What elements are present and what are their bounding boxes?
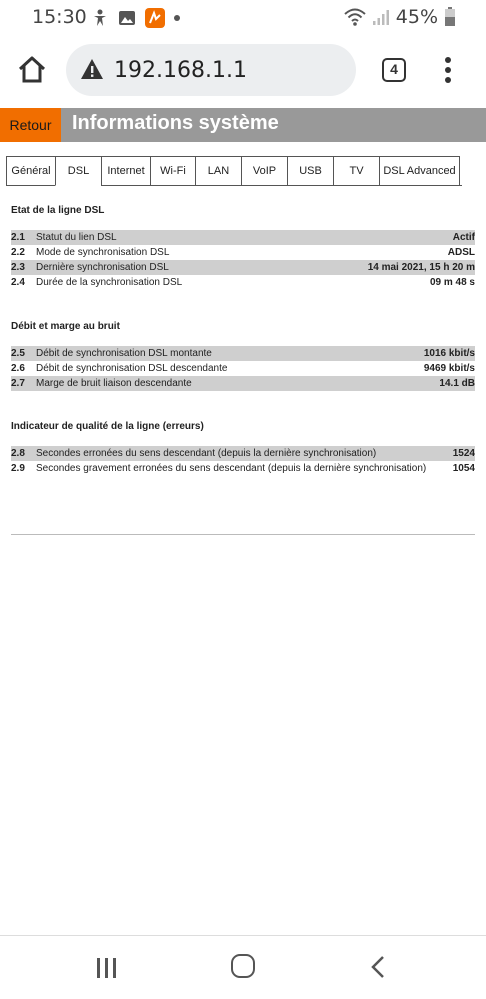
tab-wifi[interactable]: Wi-Fi — [150, 156, 196, 186]
url-text[interactable]: 192.168.1.1 — [114, 58, 247, 83]
wifi-icon — [344, 7, 366, 27]
table-row — [11, 275, 475, 290]
browser-toolbar — [0, 40, 486, 102]
row-label: Durée de la synchronisation DSL — [36, 277, 183, 288]
tab-bar — [6, 156, 462, 186]
system-nav-bar — [0, 935, 486, 999]
row-label: Débit de synchronisation DSL descendante — [36, 363, 228, 374]
table-row — [11, 230, 475, 245]
table-row — [11, 260, 475, 275]
row-value: 9469 kbit/s — [423, 363, 475, 374]
back-arrow-icon[interactable] — [368, 954, 388, 980]
section-title: Indicateur de qualité de la ligne (erreurs) — [11, 421, 204, 432]
tab-internet[interactable]: Internet — [101, 156, 151, 186]
more-notifications-icon — [173, 14, 181, 22]
accessibility-icon — [90, 8, 110, 28]
notification-icons — [90, 7, 181, 29]
menu-dot-icon — [445, 77, 451, 83]
row-value: Actif — [452, 232, 475, 243]
tab-usb[interactable]: USB — [287, 156, 334, 186]
page-title: Informations système — [72, 112, 279, 134]
row-value: 1016 kbit/s — [423, 348, 475, 359]
tab-lan[interactable]: LAN — [195, 156, 242, 186]
table-row — [11, 446, 475, 461]
app-notification-icon — [144, 7, 166, 29]
address-bar[interactable] — [66, 44, 356, 96]
divider — [11, 534, 475, 535]
row-label: Débit de synchronisation DSL montante — [36, 348, 212, 359]
table-row — [11, 461, 475, 476]
recent-apps-icon — [97, 958, 100, 978]
row-number: 2.7 — [11, 378, 25, 389]
row-value: 1524 — [452, 448, 475, 459]
browser-menu-button[interactable] — [444, 57, 452, 83]
row-value: ADSL — [447, 247, 475, 258]
row-number: 2.3 — [11, 262, 25, 273]
recent-apps-icon — [113, 958, 116, 978]
warning-icon[interactable] — [80, 58, 104, 80]
status-bar — [0, 0, 486, 34]
table-row — [11, 361, 475, 376]
section-title: Etat de la ligne DSL — [11, 205, 105, 216]
section-rows — [11, 230, 475, 290]
row-label: Mode de synchronisation DSL — [36, 247, 170, 258]
system-icons — [344, 6, 456, 28]
row-value: 14.1 dB — [439, 378, 475, 389]
menu-dot-icon — [445, 57, 451, 63]
section-rows — [11, 446, 475, 476]
battery-icon — [444, 7, 456, 27]
table-row — [11, 245, 475, 260]
signal-icon — [372, 8, 390, 26]
table-row — [11, 346, 475, 361]
row-number: 2.6 — [11, 363, 25, 374]
row-number: 2.1 — [11, 232, 25, 243]
home-button[interactable] — [231, 954, 255, 978]
tab-dsl-advanced[interactable]: DSL Advanced — [379, 156, 460, 186]
row-value: 1054 — [452, 463, 475, 474]
menu-dot-icon — [445, 67, 451, 73]
tab-switcher-button[interactable]: 4 — [382, 58, 406, 82]
row-number: 2.5 — [11, 348, 25, 359]
tab-voip[interactable]: VoIP — [241, 156, 288, 186]
row-label: Secondes gravement erronées du sens descendant (depuis la dernière synchronisation) — [36, 463, 427, 474]
section-title: Débit et marge au bruit — [11, 321, 120, 332]
row-label: Marge de bruit liaison descendante — [36, 378, 192, 389]
row-number: 2.9 — [11, 463, 25, 474]
home-icon — [16, 54, 48, 86]
row-value: 09 m 48 s — [429, 277, 475, 288]
row-value: 14 mai 2021, 15 h 20 m — [367, 262, 475, 273]
tab-tv[interactable]: TV — [333, 156, 380, 186]
section-rows — [11, 346, 475, 391]
browser-home-button[interactable] — [16, 54, 48, 86]
image-icon — [117, 8, 137, 28]
row-number: 2.8 — [11, 448, 25, 459]
title-bar — [61, 108, 486, 142]
page-header — [0, 108, 486, 142]
row-label: Secondes erronées du sens descendant (depuis la dernière synchronisation) — [36, 448, 377, 459]
back-button[interactable]: Retour — [0, 108, 61, 142]
status-time: 15:30 — [32, 6, 87, 28]
row-number: 2.4 — [11, 277, 25, 288]
row-number: 2.2 — [11, 247, 25, 258]
battery-percentage: 45% — [395, 6, 438, 28]
tab-dsl[interactable]: DSL — [55, 156, 102, 186]
recent-apps-icon — [105, 958, 108, 978]
row-label: Statut du lien DSL — [36, 232, 117, 243]
tab-general[interactable]: Général — [6, 156, 56, 186]
row-label: Dernière synchronisation DSL — [36, 262, 169, 273]
table-row — [11, 376, 475, 391]
recent-apps-button[interactable] — [97, 958, 119, 978]
